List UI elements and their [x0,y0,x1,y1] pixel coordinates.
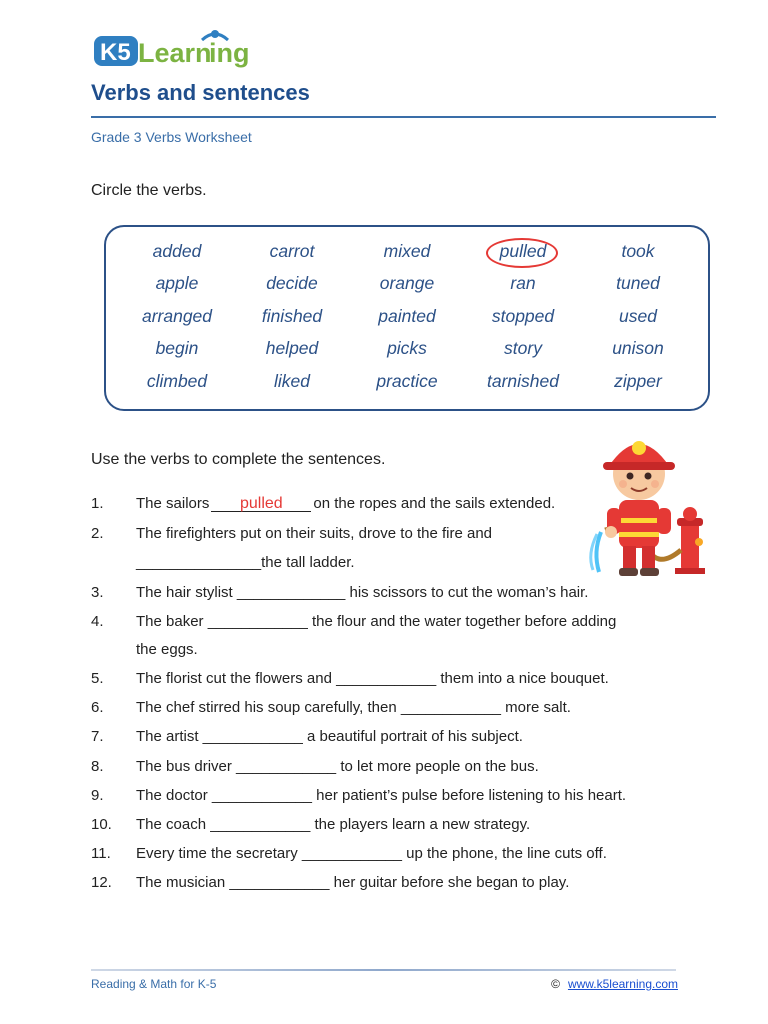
page-title: Verbs and sentences [91,80,310,105]
sentence-text: The hair stylist _____________ his scissors to cut the woman’s hair. [136,584,589,601]
svg-text:K5: K5 [100,39,131,66]
word-item[interactable]: added [152,241,202,261]
word-item-circled[interactable]: pulled [463,241,583,262]
sentence-text: The artist ____________ a beautiful portrait of his subject. [136,728,523,745]
firefighter-illustration [585,422,715,582]
page-subtitle: Grade 3 Verbs Worksheet [91,129,252,145]
sentence-text: The bus driver ____________ to let more people on the bus. [136,758,539,775]
complete-instruction: Use the verbs to complete the sentences. [91,451,386,468]
word-item[interactable]: took [621,241,655,261]
sentence-number: 11. [91,845,111,862]
title-divider [91,116,716,118]
k5-learning-logo [92,26,262,72]
word-item[interactable]: carrot [269,241,315,261]
svg-text:Learn: Learn [138,38,212,68]
sentence-text: The firefighters put on their suits, drove to the fire and [136,525,493,542]
circle-instruction: Circle the verbs. [91,182,207,199]
word-item[interactable]: climbed [146,371,208,391]
word-item[interactable]: arranged [141,306,213,326]
sentence-number: 4. [91,613,104,630]
word-item[interactable]: story [504,338,542,358]
word-box [104,225,710,411]
footer-website-link[interactable]: www.k5learning.com [567,977,678,991]
word-item[interactable]: practice [376,371,438,391]
sentence-number: 8. [91,758,104,775]
word-item[interactable]: painted [378,306,436,326]
word-item[interactable]: ran [510,273,536,293]
word-item[interactable]: decide [266,273,318,293]
sentence-number: 7. [91,728,104,745]
sentence-number: 1. [91,495,104,512]
footer-copyright [551,977,678,991]
word-item[interactable]: helped [265,338,319,358]
sentence-text: The coach ____________ the players learn a new strategy. [136,816,531,833]
footer-divider [91,969,676,971]
word-item[interactable]: unison [612,338,664,358]
word-item[interactable]: liked [274,371,310,391]
word-item[interactable]: apple [155,273,199,293]
sentence-text: The musician ____________ her guitar before she began to play. [136,874,570,891]
sentence-number: 2. [91,525,104,542]
sentence-text: The florist cut the flowers and ____________ them into a nice bouquet. [136,670,609,687]
sentence-number: 5. [91,670,104,687]
sentence-number: 9. [91,787,104,804]
word-item[interactable]: tarnished [487,371,559,391]
word-item[interactable]: tuned [616,273,660,293]
sentence-text: _______________the tall ladder. [136,554,355,571]
word-item[interactable]: begin [155,338,199,358]
sentence-text: Every time the secretary ____________ up the phone, the line cuts off. [136,845,607,862]
sentence-number: 6. [91,699,104,716]
svg-text:ing: ing [209,38,250,68]
word-item[interactable]: zipper [614,371,662,391]
word-item[interactable]: finished [261,306,323,326]
word-item[interactable]: mixed [383,241,431,261]
sentence-number: 12. [91,874,112,891]
word-item[interactable]: orange [379,273,435,293]
sentence-text: The sailors [136,495,210,512]
sentence-text: The chef stirred his soup carefully, then ____________ more salt. [136,699,571,716]
copyright-symbol: © [551,977,560,991]
word-item[interactable]: stopped [491,306,555,326]
sentence-number: 3. [91,584,104,601]
sentence-text: The doctor ____________ her patient’s pulse before listening to his heart. [136,787,627,804]
sentence-text: the eggs. [136,641,198,658]
sentence-text: The baker ____________ the flour and the water together before adding [136,613,617,630]
word-item[interactable]: used [619,306,657,326]
word-item[interactable]: picks [387,338,427,358]
answer-blank[interactable]: pulled [211,497,311,512]
sentence-number: 10. [91,816,112,833]
footer-tagline: Reading & Math for K-5 [91,977,217,991]
sentence-text: on the ropes and the sails extended. [313,495,556,512]
